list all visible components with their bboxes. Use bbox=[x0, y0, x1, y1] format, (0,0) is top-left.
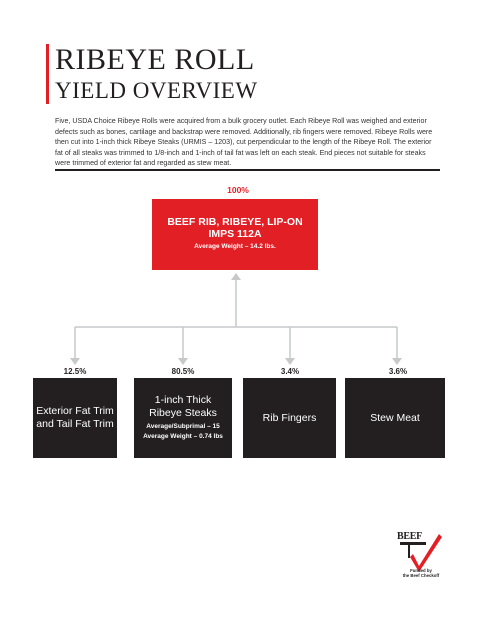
intro-paragraph: Five, USDA Choice Ribeye Rolls were acquired from a bulk grocery outlet. Each Ribeye Roll was weighed and exterior defects such as bones, cartilage and backstrap were removed. Additionally, rib fingers were removed. Ribeye Rolls were then cut into 1-inch thick Ribeye Steaks (URMIS – 1203), cut perpendicular to the length of the Ribeye Roll. The exterior fat of all steaks was trimmed to 1/8-inch and 1-inch of tail fat was left on each steak. End pieces not suitable for steaks were trimmed of exterior fat and regarded as stew meat. bbox=[55, 117, 433, 167]
source-line1: BEEF RIB, RIBEYE, LIP-ON bbox=[167, 216, 303, 228]
funded-line1: Funded by bbox=[410, 568, 432, 573]
arrow-up-icon bbox=[231, 273, 241, 280]
output-box-steaks bbox=[134, 378, 232, 458]
logo-text: BEEF bbox=[397, 531, 422, 542]
output-box-trim bbox=[33, 378, 117, 458]
output-steaks-line1: 1-inch Thick bbox=[154, 394, 212, 406]
funded-line2: the Beef Checkoff bbox=[402, 573, 440, 579]
output-percent-rib-fingers: 3.4% bbox=[280, 367, 300, 376]
page-subtitle: YIELD OVERVIEW bbox=[55, 78, 258, 103]
funded-by-text bbox=[396, 568, 446, 578]
output-rib-fingers-label: Rib Fingers bbox=[262, 411, 317, 424]
output-box-stew bbox=[345, 378, 445, 458]
output-percent-trim: 12.5% bbox=[63, 367, 87, 376]
source-line2: IMPS 112A bbox=[208, 228, 262, 240]
output-percent-steaks: 80.5% bbox=[171, 367, 195, 376]
arrow-down-icon bbox=[392, 358, 402, 365]
arrow-down-icon bbox=[178, 358, 188, 365]
arrow-down-icon bbox=[70, 358, 80, 365]
output-trim-line2: and Tail Fat Trim bbox=[36, 418, 114, 430]
output-percent-stew: 3.6% bbox=[388, 367, 408, 376]
output-trim-line1: Exterior Fat Trim bbox=[36, 405, 114, 417]
output-box-rib-fingers bbox=[243, 378, 336, 458]
arrow-down-icon bbox=[285, 358, 295, 365]
output-steaks-sub1: Average/Subprimal – 15 bbox=[146, 423, 220, 430]
output-stew-label: Stew Meat bbox=[370, 411, 420, 424]
source-percent: 100% bbox=[227, 185, 249, 195]
source-weight: Average Weight – 14.2 lbs. bbox=[194, 243, 276, 250]
page-title: RIBEYE ROLL bbox=[55, 43, 255, 76]
output-steaks-sub2: Average Weight – 0.74 lbs bbox=[143, 433, 223, 440]
output-steaks-line2: Ribeye Steaks bbox=[149, 407, 217, 419]
